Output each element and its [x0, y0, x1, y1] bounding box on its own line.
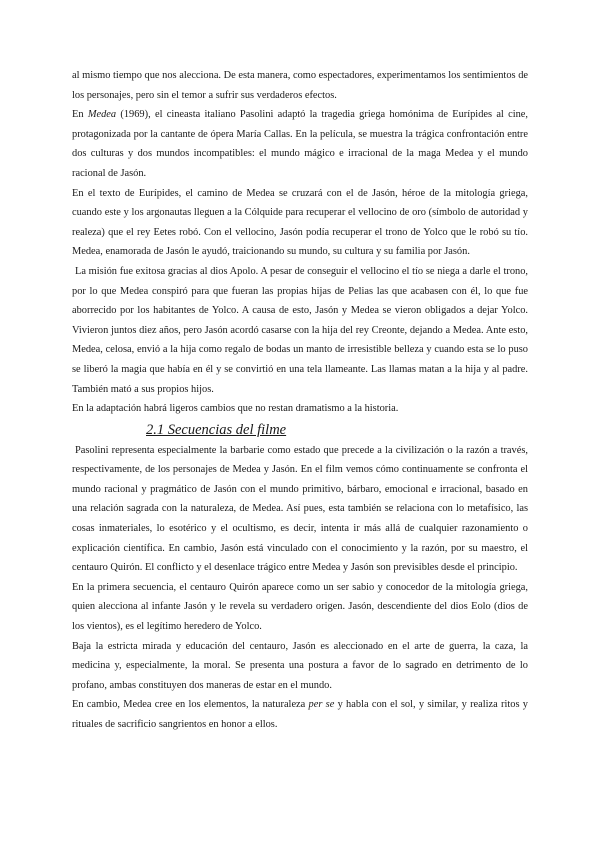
paragraph: al mismo tiempo que nos alecciona. De esta manera, como espectadores, experimentamos los sentimientos de los personajes, pero sin el temor a sufrir sus verdaderos efectos. [72, 70, 528, 101]
paragraph: Pasolini representa especialmente la barbarie como estado que precede a la civilización o la razón a través, respectivamente, de los personajes de Medea y Jasón. En el film vemos cómo continuamente se confronta el mundo racional y pragmático de Jasón con el mundo primitivo, bárbaro, emocional e irracional, basado en una relación sagrada con la naturaleza, de Medea. Así pues, esta también se relaciona con lo metafísico, las cosas inmateriales, lo esotérico y el ocultismo, es decir, intenta ir más allá de cualquier razonamiento o explicación científica. En cambio, Jasón está vinculado con el conocimiento y la razón, por su maestro, el centauro Quirón. El conflicto y el desenlace trágico entre Medea y Jasón son previsibles desde el principio. [72, 444, 528, 574]
paragraph: En cambio, Medea cree en los elementos, la naturaleza per se y habla con el sol, y similar, y realiza ritos y rituales de sacrificio sangrientos en honor a ellos. [72, 699, 528, 730]
paragraph: En la adaptación habrá ligeros cambios que no restan dramatismo a la historia. [72, 403, 399, 415]
film-title: Medea [87, 109, 117, 121]
paragraph: En la primera secuencia, el centauro Quirón aparece como un ser sabio y conocedor de la mitología griega, quien alecciona al infante Jasón y le revela su verdadero origen. Jasón, descendiente del dios Eolo (dios de los vientos), es el legítimo heredero de Yolco. [72, 581, 528, 633]
paragraph-medea-film: En Medea (1969), el cineasta italiano Pasolini adaptó la tragedia griega homónima de Eurípides al cine, protagonizada por la cantante de ópera María Callas. En la película, se muestra la trágica confrontación entre dos culturas y dos mundos incompatibles: el mundo mágico e irracional de la maga Medea y el mundo racional de Jasón. [72, 109, 528, 179]
paragraph: Baja la estricta mirada y educación del centauro, Jasón es aleccionado en el arte de guerra, la caza, la medicina y, especialmente, la moral. Se presenta una postura a favor de lo sagrado en detrimento de lo profano, ambas constituyen dos maneras de estar en el mundo. [72, 640, 528, 691]
section-heading: 2.1 Secuencias del filme [146, 421, 287, 438]
paragraph: La misión fue exitosa gracias al dios Apolo. A pesar de conseguir el vellocino el tío se niega a darle el trono, por lo que Medea conspiró para que fueran las propias hijas de Pelias las que acabasen con él, lo que fue aborrecido por los habitantes de Yolco. A causa de esto, Jasón y Medea se vieron obligados a dejar Yolco. Vivieron juntos diez años, pero Jasón acordó casarse con la hija del rey Creonte, dejando a Medea. Ante esto, Medea, celosa, envió a la hija como regalo de bodas un manto de irresistible belleza y cuando esta se lo puso se liberó la magia que había en él y se convirtió en una tela llameante. Las llamas matan a la hija y al padre. También mató a sus propios hijos. [72, 265, 528, 395]
emphasis: per se [308, 699, 335, 711]
document-page [72, 66, 528, 735]
paragraph: En el texto de Eurípides, el camino de Medea se cruzará con el de Jasón, héroe de la mitología griega, cuando este y los argonautas lleguen a la Cólquide para recuperar el vellocino de oro (símbolo de autoridad y realeza) que el rey Eetes robó. Con el vellocino, Jasón podía recuperar el trono de Yolco que le robó su tío. Medea, enamorada de Jasón le ayudó, traicionando su mundo, su cultura y su familia por Jasón. [72, 187, 528, 258]
